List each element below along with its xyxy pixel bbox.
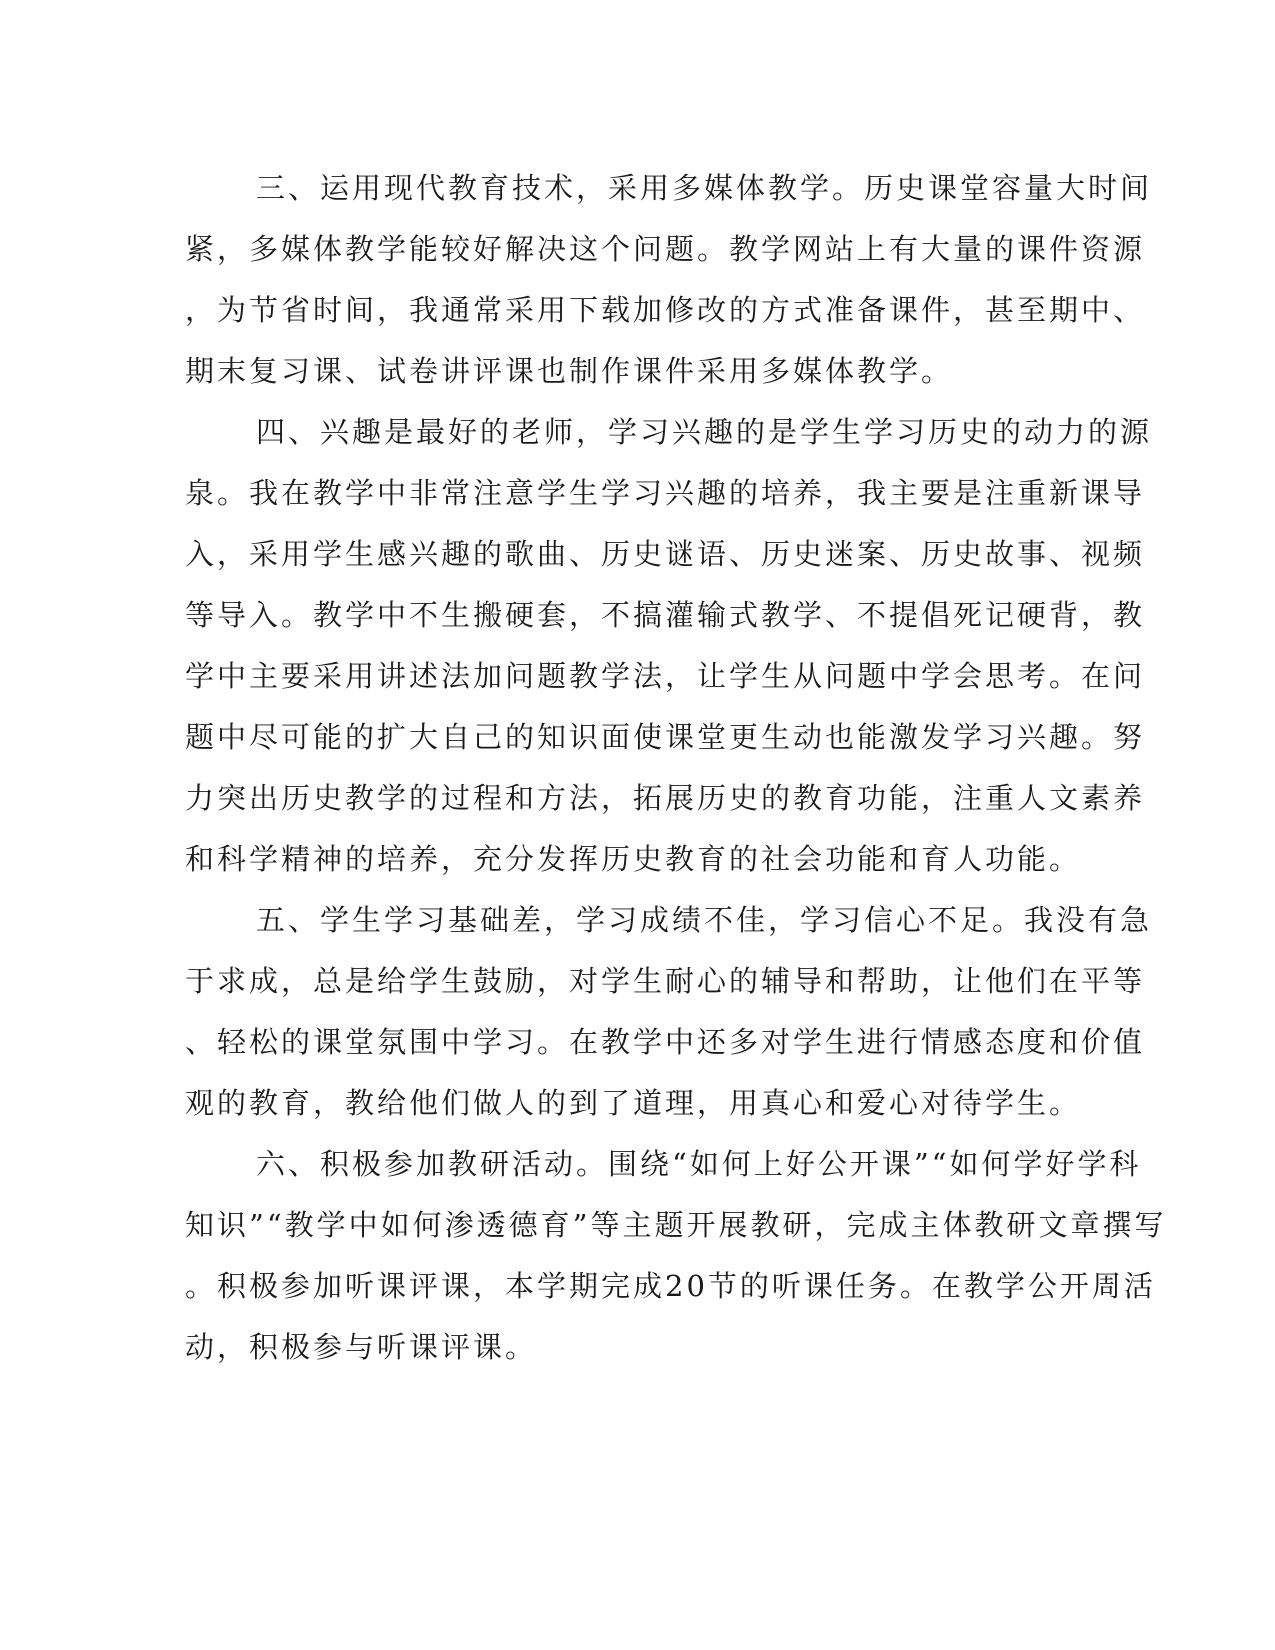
text-line: 。积极参加听课评课，本学期完成20节的听课任务。在教学公开周活: [185, 1269, 1156, 1303]
text-line: 泉。我在教学中非常注意学生学习兴趣的培养，我主要是注重新课导: [185, 476, 1146, 510]
text-line: 学中主要采用讲述法加问题教学法，让学生从问题中学会思考。在问: [185, 659, 1146, 693]
text-line: 五、学生学习基础差，学习成绩不佳，学习信心不足。我没有急: [256, 903, 1153, 937]
text-line: 六、积极参加教研活动。围绕“如何上好公开课”“如何学好学科: [256, 1147, 1142, 1181]
text-line: 紧，多媒体教学能较好解决这个问题。教学网站上有大量的课件资源: [185, 232, 1146, 266]
text-line: 知识”“教学中如何渗透德育”等主题开展教研，完成主体教研文章撰写: [185, 1208, 1167, 1242]
text-line: 动，积极参与听课评课。: [185, 1330, 538, 1364]
text-line: 、轻松的课堂氛围中学习。在教学中还多对学生进行情感态度和价值: [185, 1025, 1146, 1059]
text-line: 入，采用学生感兴趣的歌曲、历史谜语、历史迷案、历史故事、视频: [185, 537, 1146, 571]
paragraph-6: [185, 1134, 1167, 1378]
text-line: 期末复习课、试卷讲评课也制作课件采用多媒体教学。: [185, 354, 954, 388]
text-line: 题中尽可能的扩大自己的知识面使课堂更生动也能激发学习兴趣。努: [185, 720, 1146, 754]
text-line: 于求成，总是给学生鼓励，对学生耐心的辅导和帮助，让他们在平等: [185, 964, 1146, 998]
text-line: 力突出历史教学的过程和方法，拓展历史的教育功能，注重人文素养: [185, 781, 1146, 815]
document-body: [185, 158, 1167, 1378]
text-line: 四、兴趣是最好的老师，学习兴趣的是学生学习历史的动力的源: [256, 415, 1153, 449]
text-line: 观的教育，教给他们做人的到了道理，用真心和爱心对待学生。: [185, 1086, 1082, 1120]
text-line: 三、运用现代教育技术，采用多媒体教学。历史课堂容量大时间: [256, 171, 1153, 205]
text-line: 和科学精神的培养，充分发挥历史教育的社会功能和育人功能。: [185, 842, 1082, 876]
text-line: 等导入。教学中不生搬硬套，不搞灌输式教学、不提倡死记硬背，教: [185, 598, 1146, 632]
paragraph-3: [185, 158, 1153, 402]
paragraph-4: [185, 402, 1153, 890]
paragraph-5: [185, 890, 1153, 1134]
text-line: ，为节省时间，我通常采用下载加修改的方式准备课件，甚至期中、: [185, 293, 1146, 327]
